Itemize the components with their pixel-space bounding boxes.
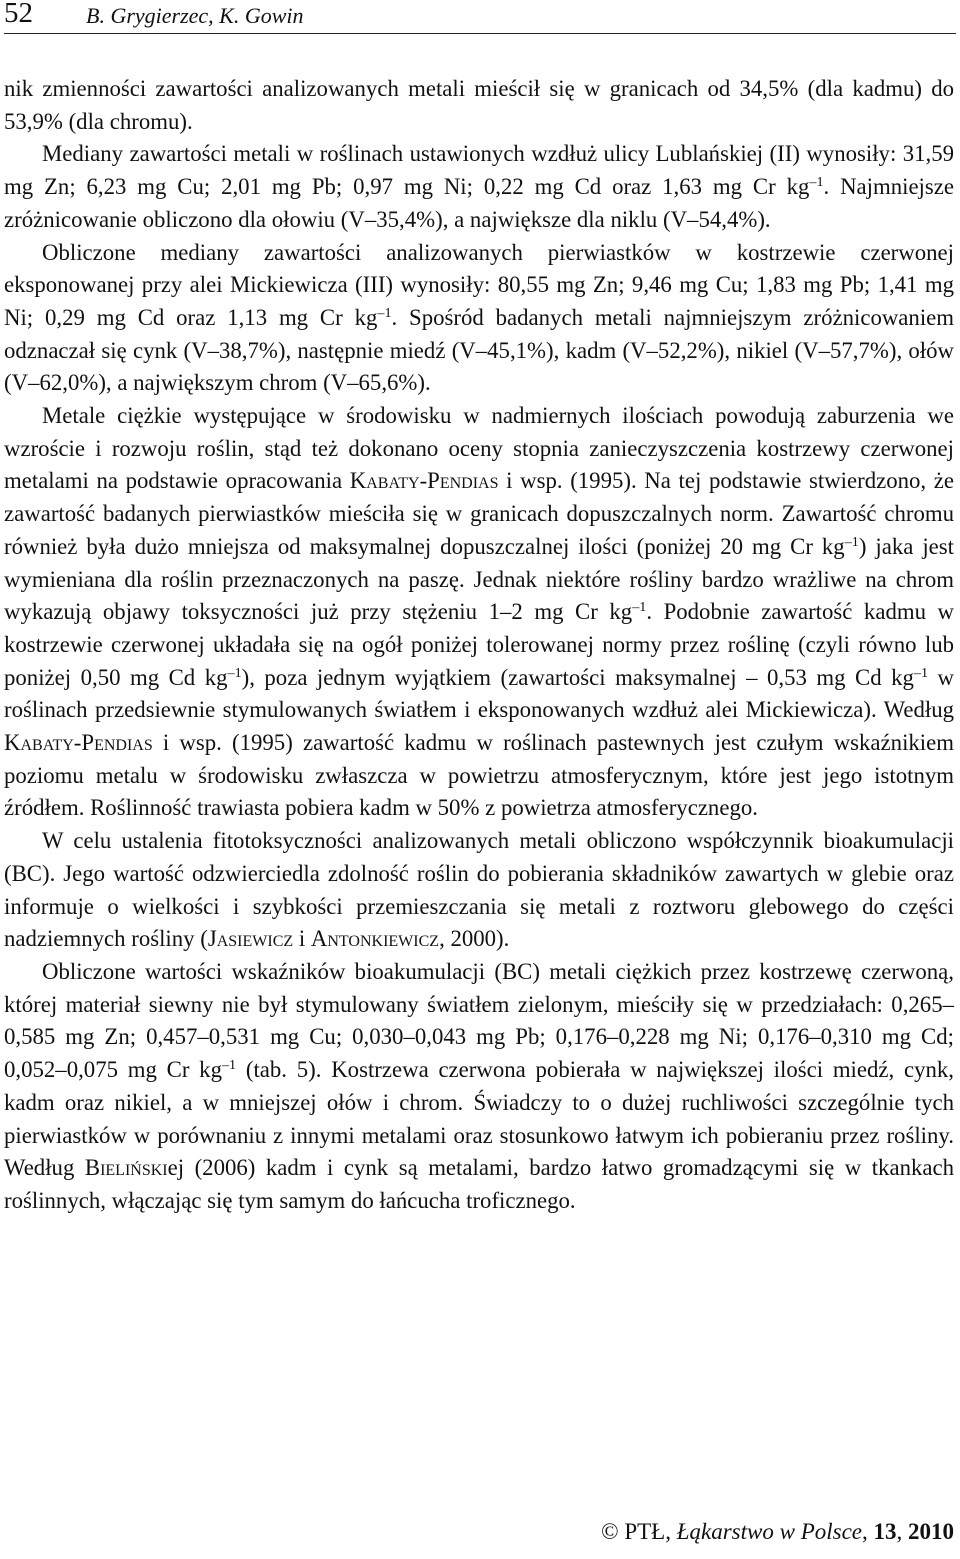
page-footer — [601, 1519, 954, 1545]
page-header — [4, 0, 956, 34]
text-run: . Podobnie zawartość kadmu w kostrzewie czerwonej układała się na ogół poniżej tolerowanej normy przez roślinę (czyli równo lub poniżej 0,50 mg Cd kg — [4, 599, 954, 690]
footer-copyright: © PTŁ, — [601, 1519, 677, 1544]
unit-exponent: –1 — [809, 174, 824, 191]
footer-year: 2010 — [908, 1519, 954, 1544]
footer-volume: 13 — [873, 1519, 897, 1544]
paragraph — [4, 237, 954, 401]
paragraph — [4, 400, 954, 825]
text-run: . Najmniejsze zróżnicowanie obliczono dla ołowiu (V–35,4%), a największe dla niklu (V–54,4%). — [4, 174, 955, 232]
text-run: . Spośród badanych metali najmniejszym zróżnicowaniem odznaczał się cynk (V–38,7%), następnie miedź (V–45,1%), kadm (V–52,2%), nikiel (V–57,7%), ołów (V–62,0%), a największym chrom (V–65,6%). — [4, 304, 955, 396]
text-run: i — [293, 926, 311, 952]
paragraph — [4, 825, 954, 956]
text-run: Obliczone wartości wskaźników bioakumulacji (BC) metali ciężkich przez kostrzewę czerwoną, której materiał siewny nie był stymulowany światłem zielonym, mieściły się w przedziałach: 0,265–0,585 mg Zn; 0,457–0,531 mg Cu; 0,030–0,043 mg Pb; 0,176–0,228 mg Ni; 0,176–0,310 mg Cd; 0,052–0,075 mg Cr kg — [4, 958, 954, 1083]
text-run: W celu ustalenia fitotoksyczności analizowanych metali obliczono współczynnik bioakumulacji (BC). Jego wartość odzwierciedla zdolność roślin do pobierania składników zawartych w glebie oraz informuje o wielkości i szybkości przemieszczania się metali z roztworu glebowego do części nadziemnych rośliny ( — [4, 828, 954, 952]
text-run: Obliczone mediany zawartości analizowanych pierwiastków w kostrzewie czerwonej eksponowanej przy alei Mickiewicza (III) wynosiły: 80,55 mg Zn; 9,46 mg Cu; 1,83 mg Pb; 1,41 mg Ni; 0,29 mg Cd oraz 1,13 mg Cr kg — [4, 239, 954, 330]
paragraph — [4, 138, 954, 236]
author-citation: Kabaty-Pendias — [349, 468, 499, 494]
body-text — [4, 73, 954, 1218]
text-run: nik zmienności zawartości analizowanych metali mieścił się w granicach od 34,5% (dla kadmu) do 53,9% (dla chromu). — [4, 76, 954, 134]
text-run: ), poza jednym wyjątkiem (zawartości maksymalnej – 0,53 mg Cd kg — [241, 664, 914, 690]
unit-exponent: –1 — [844, 534, 859, 551]
unit-exponent: –1 — [377, 305, 392, 322]
paragraph — [4, 73, 954, 138]
author-citation: Jasiewicz — [207, 926, 294, 952]
page-number: 52 — [4, 0, 33, 29]
footer-journal-name: Łąkarstwo w Polsce — [676, 1519, 862, 1544]
text-run: Metale ciężkie występujące w środowisku w nadmiernych ilościach powodują zaburzenia we wzroście i rozwoju roślin, stąd też dokonano oceny stopnia zanieczyszczenia kostrzewy czerwonej metalami na podstawie opracowania — [4, 403, 954, 494]
footer-separator: , — [862, 1519, 874, 1544]
text-run: w roślinach przedsiewnie stymulowanych światłem i eksponowanych wzdłuż alei Mickiewicza). Według — [4, 664, 954, 723]
unit-exponent: –1 — [227, 664, 242, 681]
author-citation: Bieliński — [84, 1155, 168, 1181]
paragraph — [4, 956, 954, 1218]
author-citation: Kabaty-Pendias — [4, 730, 153, 756]
text-run: Mediany zawartości metali w roślinach ustawionych wzdłuż ulicy Lublańskiej (II) wynosiły: 31,59 mg Zn; 6,23 mg Cu; 2,01 mg Pb; 0,97 mg Ni; 0,22 mg Cd oraz 1,63 mg Cr kg — [4, 141, 954, 200]
footer-year-separator: , — [896, 1519, 908, 1544]
text-run: (tab. 5). Kostrzewa czerwona pobierała w największej ilości miedź, cynk, kadm oraz nikiel, a w mniejszej ołów i chrom. Świadczy to o dużej ruchliwości szczególnie tych pierwiastków w porównaniu z innymi metalami oraz stosunkowo łatwym ich pobieraniu przez rośliny. Według — [4, 1057, 954, 1181]
unit-exponent: –1 — [913, 664, 929, 681]
text-run: , 2000). — [439, 926, 510, 952]
unit-exponent: –1 — [632, 599, 647, 616]
running-head-authors: B. Grygierzec, K. Gowin — [86, 3, 304, 28]
text-run: i wsp. (1995). Na tej podstawie stwierdzono, że zawartość badanych pierwiastków mieściła się w granicach dopuszczalnych norm. Zawartość chromu również była dużo mniejsza od maksymalnej dopuszczalnej ilości (poniżej 20 mg Cr kg — [4, 468, 955, 559]
text-run: i wsp. (1995) zawartość kadmu w roślinach pastewnych jest czułym wskaźnikiem poziomu metalu w środowisku zwłaszcza w powietrzu atmosferycznym, które jest jego istotnym źródłem. Roślinność trawiasta pobiera kadm w 50% z powietrza atmosferycznego. — [4, 730, 954, 821]
unit-exponent: –1 — [221, 1057, 237, 1074]
text-run: ) jaka jest wymieniana dla roślin przeznaczonych na paszę. Jednak niektóre rośliny bardzo wrażliwe na chrom wykazują objawy toksyczności już przy stężeniu 1–2 mg Cr kg — [4, 533, 954, 625]
author-citation: Antonkiewicz — [310, 926, 440, 952]
text-run: ej (2006) kadm i cynk są metalami, bardzo łatwo gromadzącymi się w tkankach roślinnych, włączając się tym samym do łańcucha troficznego. — [4, 1155, 954, 1213]
